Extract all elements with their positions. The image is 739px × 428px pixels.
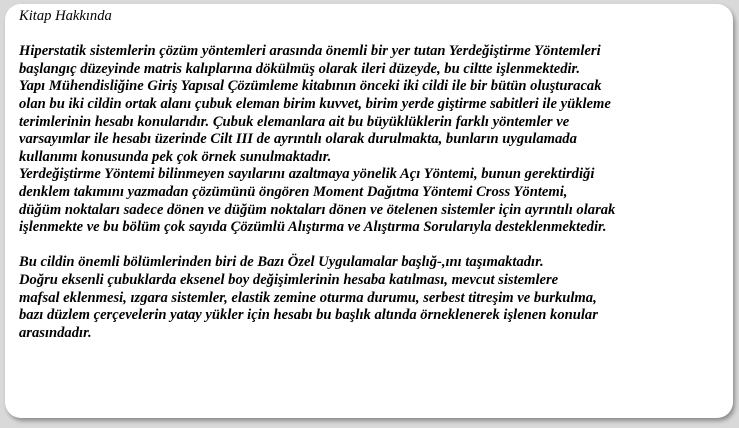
spacer <box>19 237 723 255</box>
text-line: arasındadır. <box>19 324 92 341</box>
text-line: Yerdeğiştirme Yöntemi bilinmeyen sayılarını azaltmaya yönelik Açı Yöntemi, bunun gerektirdiği <box>19 166 595 183</box>
text-line: olan bu iki cildin ortak alanı çubuk eleman birim kuvvet, birim yerde giştirme sabitleri ile yükleme <box>19 95 611 112</box>
text-line: Hiperstatik sistemlerin çözüm yöntemleri arasında önemli bir yer tutan Yerdeğiştirme Yöntemleri <box>19 43 601 60</box>
text-line: kullanımı konusunda pek çok örnek sunulmaktadır. <box>19 148 332 165</box>
spacer <box>19 26 723 44</box>
text-line: bazı düzlem çerçevelerin yatay yükler için hesabı bu başlık altında örneklenerek işlenen konular <box>19 307 598 324</box>
text-line: Doğru eksenli çubuklarda eksenel boy değişimlerinin hesaba katılması, mevcut sistemlere <box>19 271 559 288</box>
description-paragraph-2 <box>19 254 723 342</box>
text-line: işlenmekte ve bu bölüm çok sayıda Çözümlü Alıştırma ve Alıştırma Sorularıyla desteklenmektedir. <box>19 219 607 236</box>
text-line: düğüm noktaları sadece dönen ve düğüm noktaları dönen ve ötelenen sistemler için ayrıntılı olarak <box>19 201 616 218</box>
text-line: terimlerinin hesabı konularıdır. Çubuk elemanlara ait bu büyüklüklerin farklı yöntemler ve <box>19 113 570 130</box>
text-line: mafsal eklenmesi, ızgara sistemler, elastik zemine oturma durumu, serbest titreşim ve burkulma, <box>19 289 597 306</box>
section-title: Kitap Hakkında <box>19 8 112 24</box>
book-info-card <box>5 4 733 418</box>
text-line: Bu cildin önemli bölümlerinden biri de Bazı Özel Uygulamalar başlığ-,ını taşımaktadır. <box>19 254 544 271</box>
text-line: başlangıç düzeyinde matris kalıplarına dökülmüş olarak ileri düzeyde, bu ciltte işlenmektedir. <box>19 60 581 77</box>
text-line: Yapı Mühendisliğine Giriş Yapısal Çözümleme kitabının önceki iki cildi ile bir bütün oluşturacak <box>19 78 602 95</box>
text-line: varsayımlar ile hesabı üzerinde Cilt III de ayrıntılı olarak durulmakta, bunların uygulamada <box>19 131 577 148</box>
description-paragraph-1 <box>19 43 723 237</box>
text-line: denklem takımını yazmadan çözümünü öngören Moment Dağıtma Yöntemi Cross Yöntemi, <box>19 183 568 200</box>
